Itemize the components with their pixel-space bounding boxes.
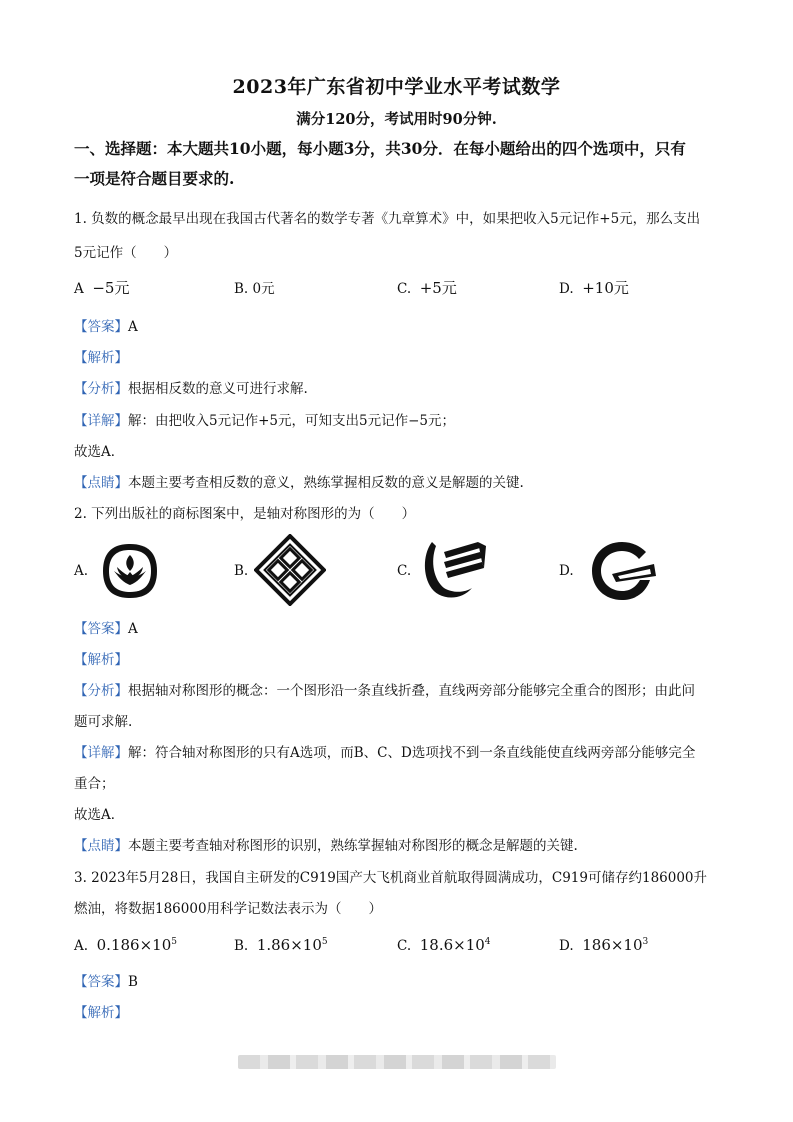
- option-letter: B.: [234, 938, 249, 954]
- q3-stem-line1: 3. 2023年5月28日，我国自主研发的C919国产大飞机商业首航取得圆满成功，C919可储存约186000升: [74, 870, 708, 886]
- q2-stem: 2. 下列出版社的商标图案中，是轴对称图形的为（ ）: [74, 506, 416, 522]
- xiangjie-text: 解：由把收入5元记作+5元，可知支出5元记作−5元；: [128, 413, 455, 429]
- q2-option-b-letter: B.: [234, 563, 249, 579]
- option-text: 0元: [252, 281, 275, 297]
- option-exponent: 5: [171, 937, 177, 947]
- q2-option-a-letter: A.: [74, 563, 89, 579]
- q2-option-d-letter: D.: [559, 563, 574, 579]
- q3-answer: [74, 973, 724, 991]
- dianjing-text: 本题主要考查相反数的意义，熟练掌握相反数的意义是解题的关键.: [128, 475, 524, 491]
- option-letter: B.: [234, 281, 249, 297]
- answer-tag: 【答案】: [74, 974, 128, 990]
- q2-xiangjie-line2: 重合；: [74, 776, 115, 792]
- option-text: −5元: [92, 279, 130, 297]
- fenxi-tag: 【分析】: [74, 683, 128, 699]
- q3-analysis-tag: [74, 1004, 724, 1022]
- q1-dianjing: [74, 474, 724, 492]
- q2-answer: [74, 620, 724, 638]
- q1-analysis-tag: [74, 349, 724, 367]
- q1-xiangjie: [74, 412, 724, 430]
- q1-option-d: [559, 277, 629, 298]
- option-letter: A.: [74, 938, 89, 954]
- answer-value: A: [128, 319, 138, 335]
- xiangjie-text: 解：符合轴对称图形的只有A选项，而B、C、D选项找不到一条直线能使直线两旁部分能够完全: [128, 745, 696, 761]
- analysis-tag: 【解析】: [74, 652, 128, 668]
- analysis-tag: 【解析】: [74, 350, 128, 366]
- dianjing-tag: 【点睛】: [74, 475, 128, 491]
- option-letter: C.: [397, 938, 412, 954]
- q1-answer: [74, 318, 724, 336]
- section-heading-line2: 一项是符合题目要求的.: [74, 169, 235, 188]
- option-exponent: 4: [484, 937, 491, 947]
- option-base: 186×10: [582, 936, 643, 954]
- page-title: 2023年广东省初中学业水平考试数学: [232, 76, 561, 98]
- q3-option-a: [74, 936, 177, 954]
- fenxi-text: 根据轴对称图形的概念：一个图形沿一条直线折叠，直线两旁部分能够完全重合的图形；由此问: [128, 683, 695, 699]
- q2-fenxi-line2: 题可求解.: [74, 714, 133, 730]
- q2-guxuan: 故选A．: [74, 807, 125, 823]
- page-subtitle: 满分120分，考试用时90分钟.: [296, 111, 497, 128]
- q1-option-c: [397, 277, 457, 298]
- q2-fenxi-line1: [74, 682, 724, 700]
- q3-option-c: [397, 936, 491, 954]
- option-exponent: 3: [642, 937, 649, 947]
- option-text: +5元: [419, 279, 457, 297]
- q1-guxuan: 故选A．: [74, 444, 125, 460]
- q1-option-a: [74, 277, 129, 298]
- dianjing-tag: 【点睛】: [74, 838, 128, 854]
- section-heading-line1: 一、选择题：本大题共10小题，每小题3分，共30分．在每小题给出的四个选项中，只有: [74, 139, 686, 158]
- q1-fenxi: [74, 380, 724, 398]
- answer-tag: 【答案】: [74, 319, 128, 335]
- option-base: 18.6×10: [419, 936, 485, 954]
- option-base: 1.86×10: [256, 936, 322, 954]
- q3-option-b: [234, 936, 328, 954]
- q1-stem-line1: 1. 负数的概念最早出现在我国古代著名的数学专著《九章算术》中，如果把收入5元记作+5元，那么支出: [74, 211, 701, 227]
- fenxi-tag: 【分析】: [74, 381, 128, 397]
- option-letter: D.: [559, 938, 574, 954]
- option-letter: D.: [559, 281, 574, 297]
- dianjing-text: 本题主要考查轴对称图形的识别，熟练掌握轴对称图形的概念是解题的关键.: [128, 838, 578, 854]
- xiangjie-tag: 【详解】: [74, 745, 128, 761]
- hands-logo-icon: [100, 541, 160, 605]
- q1-option-b: [234, 277, 275, 297]
- fenxi-text: 根据相反数的意义可进行求解.: [128, 381, 308, 397]
- g-circle-logo-icon: [588, 538, 660, 608]
- option-letter: C.: [397, 281, 412, 297]
- diamond-squares-logo-icon: [254, 534, 326, 610]
- xiangjie-tag: 【详解】: [74, 413, 128, 429]
- analysis-tag: 【解析】: [74, 1005, 128, 1021]
- option-base: 0.186×10: [96, 936, 172, 954]
- q2-analysis-tag: [74, 651, 724, 669]
- book-swirl-logo-icon: [420, 538, 488, 608]
- q1-stem-line2: 5元记作（ ）: [74, 245, 178, 261]
- q3-option-d: [559, 936, 648, 954]
- answer-tag: 【答案】: [74, 621, 128, 637]
- answer-value: A: [128, 621, 138, 637]
- option-exponent: 5: [321, 937, 328, 947]
- q3-stem-line2: 燃油，将数据186000用科学记数法表示为（ ）: [74, 901, 383, 917]
- q2-xiangjie-line1: [74, 744, 724, 762]
- q2-dianjing: [74, 837, 724, 855]
- option-letter: A: [74, 281, 84, 297]
- answer-value: B: [128, 974, 138, 990]
- option-text: +10元: [582, 279, 629, 297]
- blurred-footer-watermark: [238, 1055, 556, 1069]
- q2-option-c-letter: C.: [397, 563, 412, 579]
